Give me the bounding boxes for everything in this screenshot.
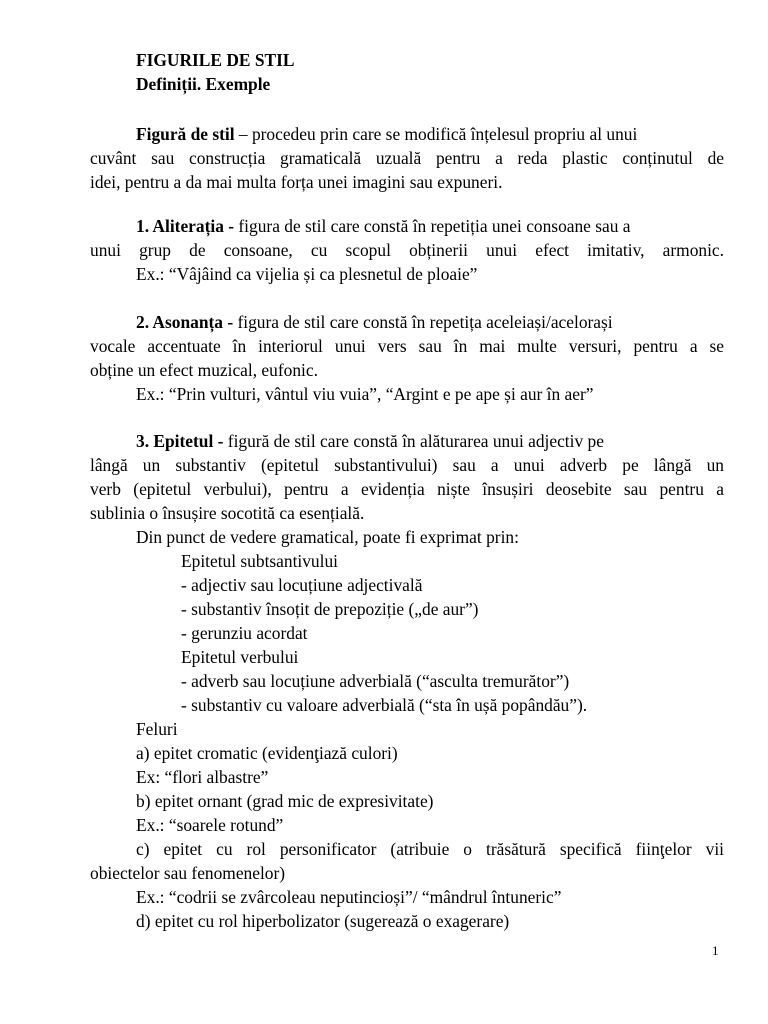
page-number: 1 <box>712 943 719 958</box>
page-title: FIGURILE DE STIL <box>136 50 295 70</box>
section-3-subheading-verb: Epitetul verbului <box>181 647 299 667</box>
list-item-example: Ex: “flori albastre” <box>136 767 269 787</box>
page-subtitle: Definiții. Exemple <box>136 74 271 94</box>
list-item: b) epitet ornant (grad mic de expresivitate) <box>136 791 434 811</box>
section-3-line-5: Din punct de vedere gramatical, poate fi exprimat prin: <box>136 527 519 547</box>
section-3-kinds-heading: Feluri <box>136 719 178 739</box>
intro-line-2: cuvânt sau construcția gramaticală uzuală pentru a reda plastic conținutul de <box>90 148 724 168</box>
section-3-line-3: verb (epitetul verbului), pentru a evidenția niște însușiri deosebite sau pentru a <box>90 479 724 499</box>
list-item-continuation: obiectelor sau fenomenelor) <box>90 863 286 883</box>
list-item-example: Ex.: “codrii se zvârcoleau neputincioși”/ “mândrul întuneric” <box>136 887 562 907</box>
section-2-line-2: vocale accentuate în interiorul unui vers sau în mai multe versuri, pentru a se <box>90 336 724 356</box>
section-2-example: Ex.: “Prin vulturi, vântul viu vuia”, “Argint e pe ape și aur în aer” <box>136 384 594 404</box>
list-item: c) epitet cu rol personificator (atribuie o trăsătură specifică fiinţelor vii <box>136 839 724 859</box>
list-item: - adjectiv sau locuțiune adjectivală <box>181 575 423 595</box>
list-item: d) epitet cu rol hiperbolizator (sugerează o exagerare) <box>136 911 510 931</box>
intro-line-1: Figură de stil – procedeu prin care se modifică înțelesul propriu al unui <box>136 124 638 144</box>
section-3-line-2: lângă un substantiv (epitetul substantivului) sau a unui adverb pe lângă un <box>90 455 724 475</box>
section-1-term: 1. Aliterația - <box>136 216 235 236</box>
section-3-subheading-substantive: Epitetul subtsantivului <box>181 551 338 571</box>
section-3-line-1: 3. Epitetul - figură de stil care constă în alăturarea unui adjectiv pe <box>136 431 604 451</box>
list-item: - adverb sau locuțiune adverbială (“asculta tremurător”) <box>181 671 570 691</box>
list-item: - substantiv cu valoare adverbială (“sta în ușă popândău”). <box>181 695 588 715</box>
section-2-line-1: 2. Asonanța - figura de stil care constă în repetița aceleiași/acelorași <box>136 312 613 332</box>
list-item: - substantiv însoțit de prepoziție („de aur”) <box>181 599 479 619</box>
list-item: - gerunziu acordat <box>181 623 308 643</box>
list-item: a) epitet cromatic (evidenţiază culori) <box>136 743 398 763</box>
section-3-line-4: sublinia o însușire socotită ca esențială. <box>90 503 365 523</box>
intro-line-3: idei, pentru a da mai multa forța unei imagini sau expuneri. <box>90 172 503 192</box>
list-item-example: Ex.: “soarele rotund” <box>136 815 284 835</box>
section-1-line-2: unui grup de consoane, cu scopul obținerii unui efect imitativ, armonic. <box>90 240 724 260</box>
section-2-line-3: obține un efect muzical, eufonic. <box>90 360 318 380</box>
section-1-example: Ex.: “Vâjâind ca vijelia și ca plesnetul de ploaie” <box>136 264 478 284</box>
section-1-line-1: 1. Aliterația - figura de stil care constă în repetiția unei consoane sau a <box>136 216 631 236</box>
section-2-term: 2. Asonanța - <box>136 312 234 332</box>
section-3-term: 3. Epitetul - <box>136 431 224 451</box>
intro-term: Figură de stil <box>136 124 235 144</box>
